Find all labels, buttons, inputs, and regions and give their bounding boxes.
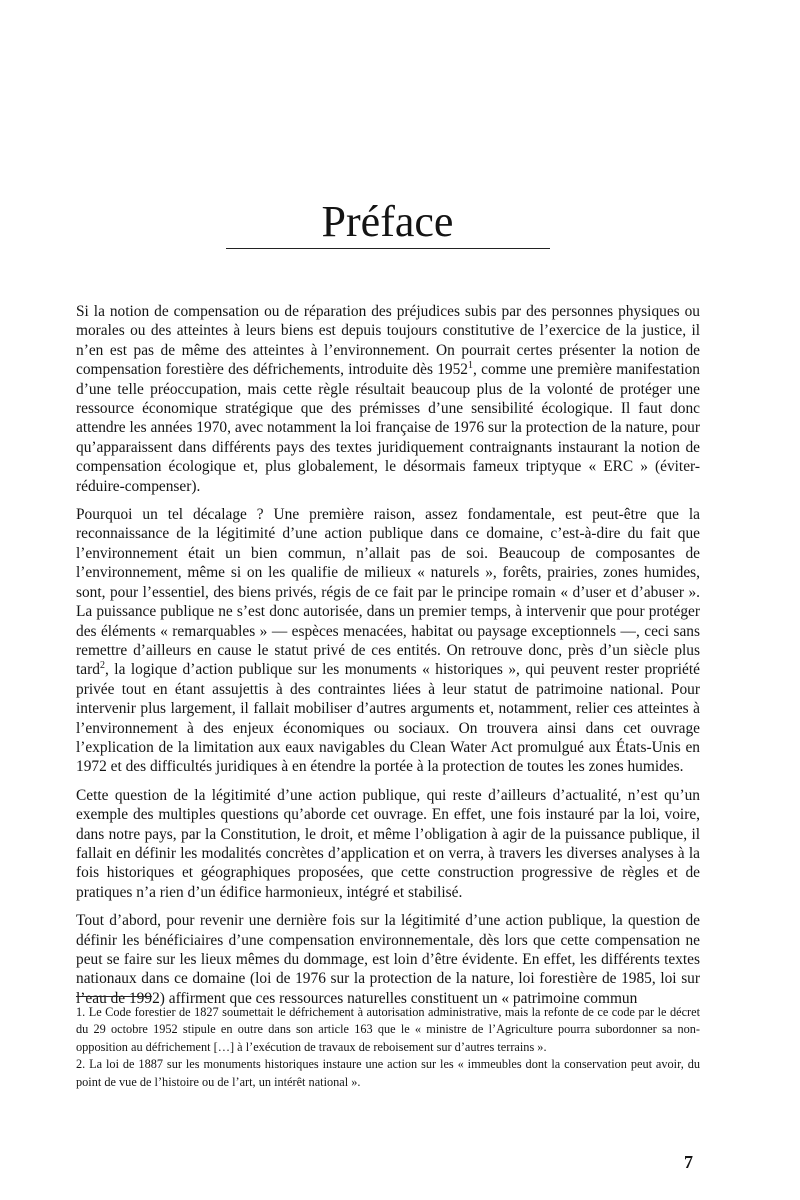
paragraph-4: Tout d’abord, pour revenir une dernière fois sur la légitimité d’une action publique, la question de définir les bénéficiaires d’une compensation environnementale, dès lors que cette compensation ne peut se faire sur les lieux mêmes du dommage, est loin d’être évidente. En effet, les différents textes nationaux dans ce domaine (loi de 1976 sur la protection de la nature, loi forestière de 1985, loi sur l’eau de 1992) affirment que ces ressources naturelles constituent un « patrimoine commun [76, 912, 700, 1007]
paragraph-3: Cette question de la légitimité d’une action publique, qui reste d’ailleurs d’actualité, n’est qu’un exemple des multiples questions qu’aborde cet ouvrage. En effet, une fois instauré par la loi, voire, dans notre pays, par la Constitution, le droit, et même l’obligation à agir de la puissance publique, il fallait en définir les modalités concrètes d’application et on verra, à travers les diverses analyses à la fois historiques et géographiques proposées, que cette construction progressive de règles et de pratiques n’a rien d’un édifice harmonieux, intégré et stabilisé. [76, 786, 700, 901]
footnote-separator [76, 996, 152, 997]
footnote-ref-2: 2 [99, 660, 105, 672]
footnote-ref-1: 1 [468, 360, 474, 372]
paragraph-1 [76, 302, 700, 496]
body-text [76, 302, 700, 1017]
paragraph-1-part-2: , comme une première manifestation d’une telle préoccupation, mais cette règle résultait beaucoup plus de la volonté de protéger une ressource économique stratégique que des prémisses d’une sensibilité écologique. Il faut donc attendre les années 1970, avec notamment la loi française de 1976 sur la protection de la nature, pour qu’apparaissent dans différents pays des textes juridiquement contraignants instaurant la notion de compensation écologique et, plus globalement, le désormais fameux triptyque « ERC » (éviter-réduire-compenser). [76, 361, 701, 495]
footnote-1: 1. Le Code forestier de 1827 soumettait le défrichement à autorisation administrative, mais la refonte de ce code par le décret du 29 octobre 1952 stipule en outre dans son article 163 que le « ministre de l’Agriculture pourra subordonner sa non-opposition au défrichement […] à l’exécution de travaux de reboisement sur d’autres terrains ». [76, 1005, 700, 1054]
page-number: 7 [684, 1152, 693, 1172]
paragraph-1-part-1: Si la notion de compensation ou de réparation des préjudices subis par des personnes physiques ou morales ou des atteintes à leurs biens est depuis toujours constitutive de l’exercice de la justice, il n’en est pas de même des atteintes à l’environnement. On pourrait certes présenter la notion de compensation forestière des défrichements, introduite dès 1952 [76, 303, 700, 379]
footnote-2: 2. La loi de 1887 sur les monuments historiques instaure une action sur les « immeubles dont la conservation peut avoir, du point de vue de l’histoire ou de l’art, un intérêt national ». [76, 1057, 700, 1089]
title-underline [226, 248, 550, 249]
paragraph-2 [76, 505, 700, 777]
page-title: Préface [321, 197, 454, 246]
paragraph-2-part-2: , la logique d’action publique sur les monuments « historiques », qui peuvent rester propriété privée tout en étant assujettis à des contraintes liées à leur statut de patrimoine national. Pour intervenir plus largement, il fallait mobiliser d’autres arguments et, notamment, relier ces atteintes à l’environnement à des enjeux économiques ou sociaux. On trouvera ainsi dans cet ouvrage l’explication de la limitation aux eaux navigables du Clean Water Act promulgué aux États-Unis en 1972 et des difficultés juridiques à en étendre la portée à la protection de toutes les zones humides. [76, 661, 700, 776]
paragraph-2-part-1: Pourquoi un tel décalage ? Une première raison, assez fondamentale, est peut-être que la reconnaissance de la légitimité d’une action publique dans ce domaine, c’est-à-dire du fait que l’environnement était un bien commun, n’allait pas de soi. Beaucoup de composantes de l’environnement, même si on les qualifie de milieux « naturels », forêts, prairies, zones humides, sont, pour l’essentiel, des biens privés, régis de ce fait par le principe romain « d’user et d’abuser ». La puissance publique ne s’est donc autorisée, dans un premier temps, à intervenir que pour protéger des éléments « remarquables » — espèces menacées, habitat ou paysage exceptionnels —, ceci sans remettre d’ailleurs en cause le statut privé de ces entités. On retrouve donc, près d’un siècle plus tard [76, 506, 700, 679]
footnotes [76, 1004, 700, 1091]
